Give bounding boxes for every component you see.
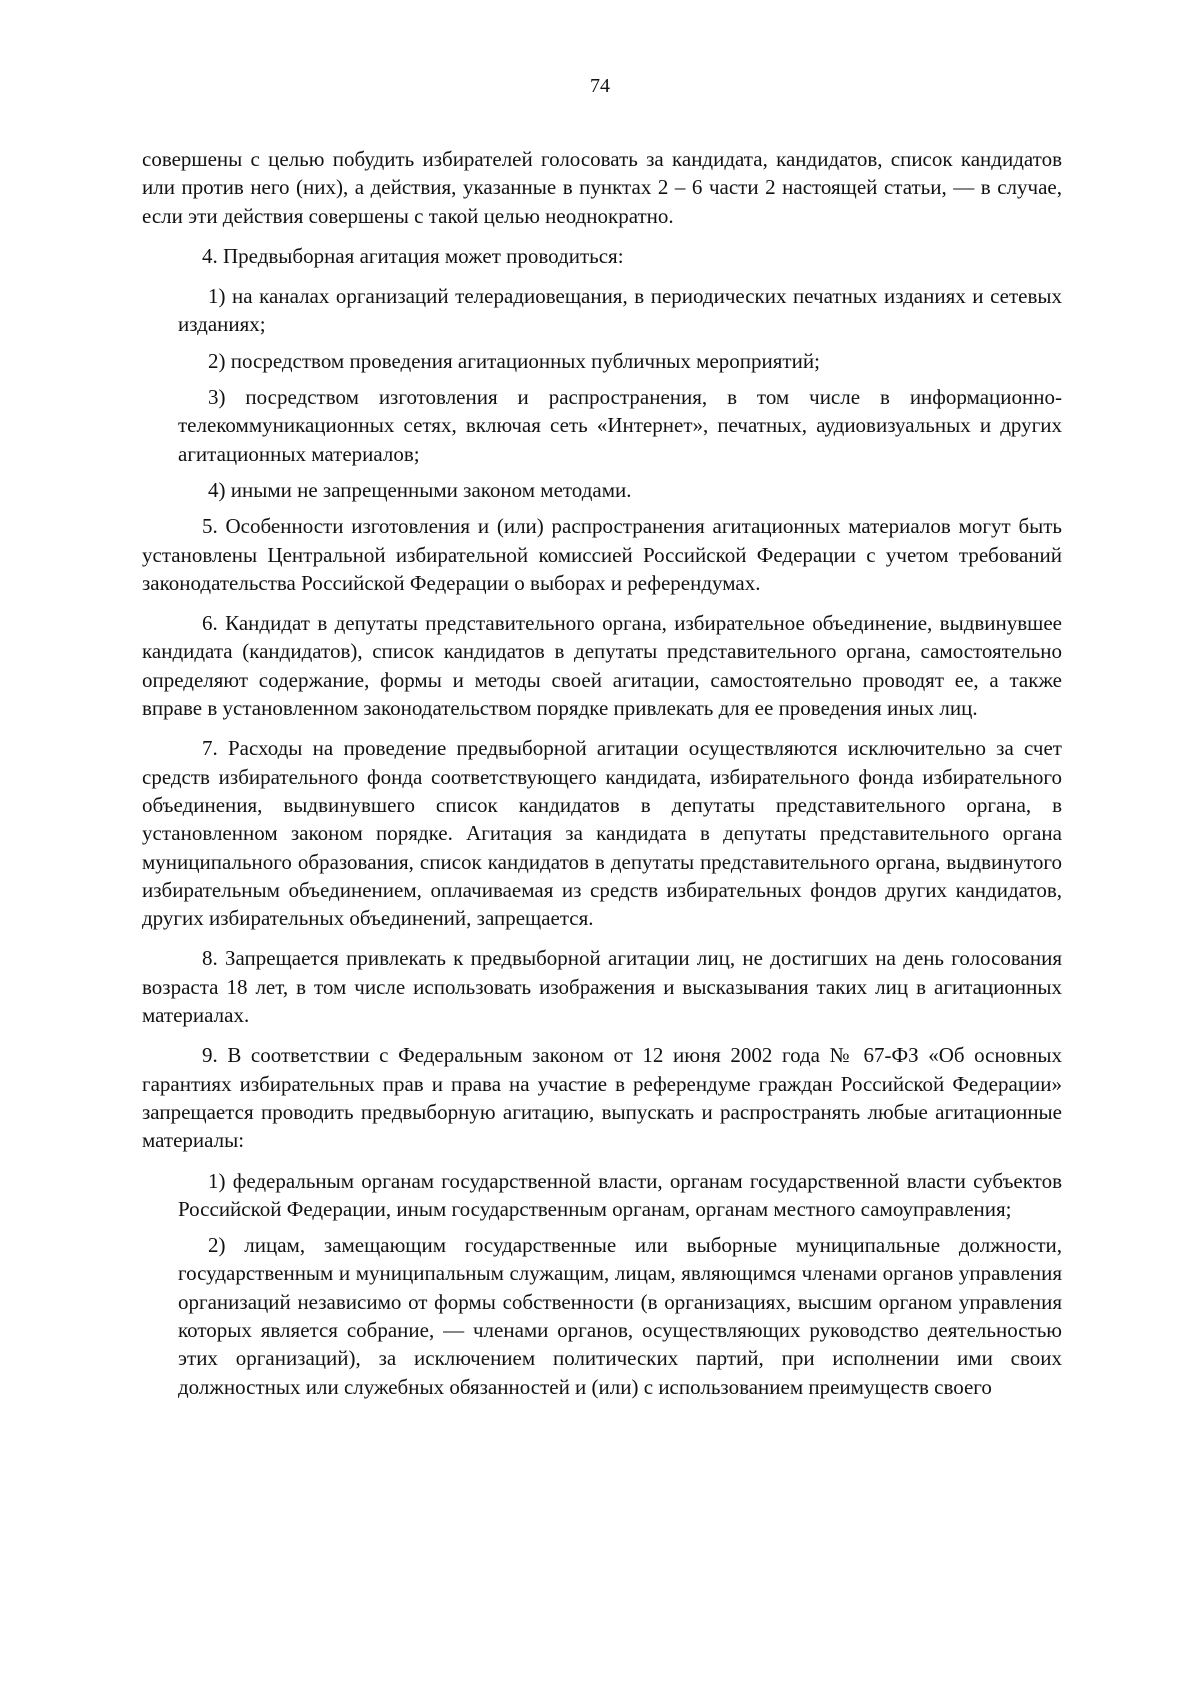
list-item-4-1: 1) на каналах организаций телерадиовещания, в периодических печатных изданиях и сетевых изданиях;	[178, 284, 1062, 337]
paragraph-continuation: совершены с целью побудить избирателей голосовать за кандидата, кандидатов, список кандидатов или против него (них), а действия, указанные в пунктах 2 – 6 части 2 настоящей статьи, — в случае, если эти действия совершены с такой целью неоднократно.	[142, 147, 1062, 228]
list-item-9-1: 1) федеральным органам государственной власти, органам государственной власти субъектов Российской Федерации, иным государственным органам, органам местного самоуправления;	[178, 1168, 1062, 1221]
page-number: 74	[590, 75, 610, 97]
paragraph-8: 8. Запрещается привлекать к предвыборной агитации лиц, не достигших на день голосования возраста 18 лет, в том числе использовать изображения и высказывания таких лиц в агитационных материалах.	[142, 946, 1062, 1028]
list-item-9-2: 2) лицам, замещающим государственные или выборные муниципальные должности, государственным и муниципальным служащим, лицам, являющимся членами органов управления организаций независимо от формы собственности (в организациях, высшим органом управления которых является собрание, — членами органов, осуществляющих руководство деятельностью этих организаций), за исключением политических партий, при исполнении ими своих должностных или служебных обязанностей и (или) с использованием преимуществ своего	[178, 1233, 1062, 1399]
paragraph-5: 5. Особенности изготовления и (или) распространения агитационных материалов могут быть установлены Центральной избирательной комиссией Российской Федерации с учетом требований законодательства Российской Федерации о выборах и референдумах.	[142, 514, 1062, 595]
paragraph-4: 4. Предвыборная агитация может проводиться:	[202, 243, 624, 268]
paragraph-9: 9. В соответствии с Федеральным законом от 12 июня 2002 года № 67-ФЗ «Об основных гарантиях избирательных прав и права на участие в референдуме граждан Российской Федерации» запрещается проводить предвыборную агитацию, выпускать и распространять любые агитационные материалы:	[142, 1043, 1062, 1153]
list-item-4-3: 3) посредством изготовления и распространения, в том числе в информационно-телекоммуникационных сетях, включая сеть «Интернет», печатных, аудиовизуальных и других агитационных материалов;	[178, 385, 1062, 466]
paragraph-6: 6. Кандидат в депутаты представительного органа, избирательное объединение, выдвинувшее кандидата (кандидатов), список кандидатов в депутаты представительного органа, самостоятельно определяют содержание, формы и методы своей агитации, самостоятельно проводят ее, а также вправе в установленном законодательством порядке привлекать для ее проведения иных лиц.	[142, 611, 1062, 721]
paragraph-7: 7. Расходы на проведение предвыборной агитации осуществляются исключительно за счет средств избирательного фонда соответствующего кандидата, избирательного фонда избирательного объединения, выдвинувшего список кандидатов в депутаты представительного органа, в установленном законом порядке. Агитация за кандидата в депутаты представительного органа муниципального образования, список кандидатов в депутаты представительного органа, выдвинутого избирательным объединением, оплачиваемая из средств избирательных фондов других кандидатов, других избирательных объединений, запрещается.	[142, 736, 1062, 931]
list-item-4-2: 2) посредством проведения агитационных публичных мероприятий;	[208, 348, 820, 373]
document-body	[142, 145, 1062, 1409]
list-item-4-4: 4) иными не запрещенными законом методами.	[208, 477, 632, 502]
